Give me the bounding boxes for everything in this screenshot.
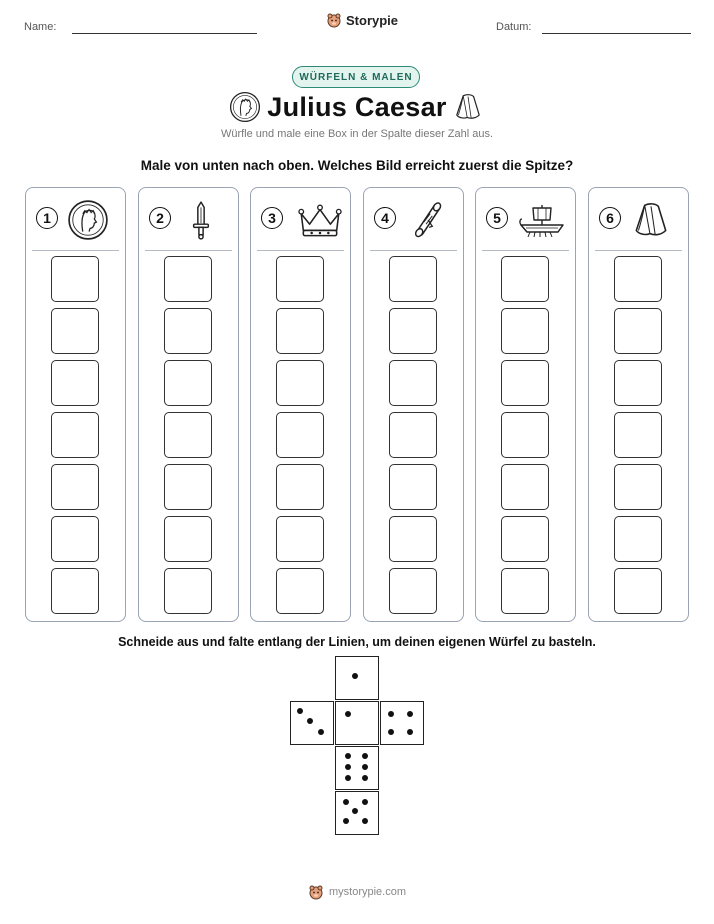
color-box[interactable] <box>614 360 662 406</box>
color-box[interactable] <box>164 568 212 614</box>
column-divider <box>257 250 344 251</box>
date-line <box>542 33 691 34</box>
color-box[interactable] <box>614 516 662 562</box>
column-2 <box>138 187 239 622</box>
storypie-mascot-icon <box>308 884 324 900</box>
column-header <box>26 188 125 250</box>
color-box[interactable] <box>389 516 437 562</box>
brand-logo <box>326 12 398 28</box>
color-box[interactable] <box>51 516 99 562</box>
dice-pip <box>318 729 324 735</box>
column-5 <box>475 187 576 622</box>
dice-pip <box>362 764 368 770</box>
storypie-mascot-icon <box>326 12 342 28</box>
dice-pip <box>343 818 349 824</box>
color-box[interactable] <box>51 360 99 406</box>
color-box[interactable] <box>276 516 324 562</box>
dice-pip <box>407 711 413 717</box>
coin-icon <box>67 199 109 241</box>
color-box[interactable] <box>614 256 662 302</box>
dice-pip <box>352 673 358 679</box>
brand-name: Storypie <box>346 12 399 28</box>
color-box[interactable] <box>389 308 437 354</box>
page-title: Julius Caesar <box>267 92 447 122</box>
column-divider <box>482 250 569 251</box>
dice-pip <box>343 799 349 805</box>
date-label: Datum: <box>496 21 532 33</box>
color-box[interactable] <box>51 412 99 458</box>
color-box[interactable] <box>614 568 662 614</box>
column-header <box>589 188 688 250</box>
dice-pip <box>345 711 351 717</box>
color-box[interactable] <box>164 256 212 302</box>
column-divider <box>370 250 457 251</box>
color-box[interactable] <box>51 464 99 510</box>
column-4 <box>363 187 464 622</box>
color-box[interactable] <box>389 412 437 458</box>
color-box[interactable] <box>276 568 324 614</box>
color-box[interactable] <box>501 308 549 354</box>
instruction: Male von unten nach oben. Welches Bild erreicht zuerst die Spitze? <box>140 158 574 173</box>
column-divider <box>145 250 232 251</box>
dice-face-one <box>335 656 379 700</box>
color-box[interactable] <box>501 360 549 406</box>
color-box[interactable] <box>164 308 212 354</box>
color-box[interactable] <box>276 412 324 458</box>
name-label: Name: <box>24 21 57 33</box>
ship-icon <box>518 199 566 241</box>
footer-url[interactable]: mystorypie.com <box>329 886 407 898</box>
color-box[interactable] <box>614 464 662 510</box>
color-box[interactable] <box>276 256 324 302</box>
column-number: 4 <box>374 207 396 229</box>
column-number: 1 <box>36 207 58 229</box>
color-box[interactable] <box>51 256 99 302</box>
dice-pip <box>307 718 313 724</box>
dice-pip <box>407 729 413 735</box>
dice-face-four <box>380 701 424 745</box>
color-box[interactable] <box>389 464 437 510</box>
crown-icon <box>295 199 345 241</box>
color-box[interactable] <box>164 464 212 510</box>
color-box[interactable] <box>501 464 549 510</box>
color-box[interactable] <box>164 412 212 458</box>
color-box[interactable] <box>51 568 99 614</box>
subtitle: Würfle und male eine Box in der Spalte dieser Zahl aus. <box>220 128 494 140</box>
footer <box>308 884 406 900</box>
sword-icon <box>180 199 222 241</box>
column-divider <box>595 250 682 251</box>
column-3 <box>250 187 351 622</box>
scroll-icon <box>405 199 447 241</box>
column-header <box>251 188 350 250</box>
color-box[interactable] <box>276 308 324 354</box>
color-box[interactable] <box>614 412 662 458</box>
dice-pip <box>388 729 394 735</box>
color-box[interactable] <box>614 308 662 354</box>
name-line <box>72 33 257 34</box>
color-box[interactable] <box>276 464 324 510</box>
dice-pip <box>362 753 368 759</box>
color-box[interactable] <box>164 360 212 406</box>
column-number: 6 <box>599 207 621 229</box>
column-divider <box>32 250 119 251</box>
dice-pip <box>362 775 368 781</box>
column-number: 2 <box>149 207 171 229</box>
dice-pip <box>297 708 303 714</box>
column-header <box>476 188 575 250</box>
dice-pip <box>345 753 351 759</box>
title-cape-icon <box>452 91 484 123</box>
column-6 <box>588 187 689 622</box>
dice-face-three <box>290 701 334 745</box>
column-number: 5 <box>486 207 508 229</box>
color-box[interactable] <box>389 568 437 614</box>
dice-pip <box>352 808 358 814</box>
column-header <box>139 188 238 250</box>
column-header <box>364 188 463 250</box>
color-box[interactable] <box>276 360 324 406</box>
dice-net <box>290 656 426 836</box>
dice-pip <box>388 711 394 717</box>
column-number: 3 <box>261 207 283 229</box>
color-box[interactable] <box>501 412 549 458</box>
color-box[interactable] <box>389 360 437 406</box>
cape-icon <box>630 199 672 241</box>
color-box[interactable] <box>389 256 437 302</box>
column-1 <box>25 187 126 622</box>
activity-tag: WÜRFELN & MALEN <box>292 66 420 88</box>
color-box[interactable] <box>51 308 99 354</box>
dice-pip <box>362 799 368 805</box>
color-box[interactable] <box>501 516 549 562</box>
cut-instruction: Schneide aus und falte entlang der Linien, um deinen eigenen Würfel zu basteln. <box>118 635 596 649</box>
dice-face-one <box>335 701 379 745</box>
dice-pip <box>362 818 368 824</box>
dice-pip <box>345 764 351 770</box>
dice-pip <box>345 775 351 781</box>
color-box[interactable] <box>164 516 212 562</box>
dice-face-six <box>335 746 379 790</box>
color-box[interactable] <box>501 568 549 614</box>
color-box[interactable] <box>501 256 549 302</box>
dice-face-five <box>335 791 379 835</box>
